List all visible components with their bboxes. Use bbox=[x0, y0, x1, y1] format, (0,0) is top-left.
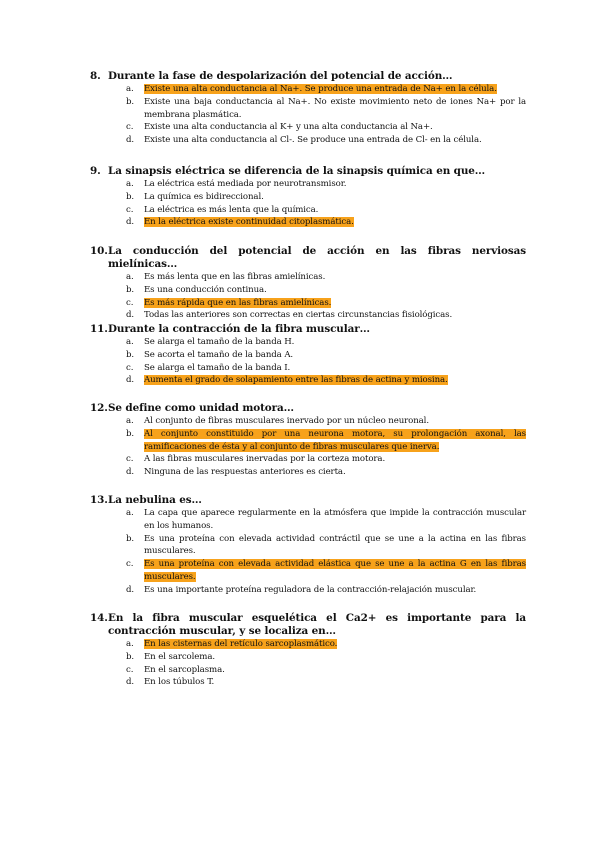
option-a bbox=[126, 336, 526, 349]
option-text: A las fibras musculares inervadas por la corteza motora. bbox=[144, 454, 386, 465]
option-b bbox=[126, 96, 526, 122]
option-c bbox=[126, 664, 526, 677]
option-letter: a. bbox=[126, 508, 134, 518]
question-number: 13. bbox=[90, 494, 108, 506]
question-text: La conducción del potencial de acción en las fibras nerviosas mielínicas… bbox=[108, 245, 526, 270]
option-b bbox=[126, 651, 526, 664]
option-letter: b. bbox=[126, 191, 135, 202]
option-d bbox=[126, 374, 526, 387]
option-letter: c. bbox=[126, 559, 134, 570]
question-title bbox=[90, 245, 526, 271]
option-a bbox=[126, 638, 526, 651]
option-text-highlighted: Aumenta el grado de solapamiento entre las fibras de actina y miosina. bbox=[144, 375, 448, 386]
option-letter: b. bbox=[126, 96, 135, 107]
question-text: La nebulina es… bbox=[108, 494, 202, 506]
question-title bbox=[90, 70, 526, 83]
option-letter: b. bbox=[126, 651, 135, 662]
question-text: Durante la fase de despolarización del potencial de acción… bbox=[108, 70, 453, 82]
option-list bbox=[90, 83, 526, 147]
option-c bbox=[126, 121, 526, 134]
option-list bbox=[90, 336, 526, 387]
question-8 bbox=[90, 70, 526, 147]
question-text: La sinapsis eléctrica se diferencia de la sinapsis química en que… bbox=[108, 165, 486, 177]
option-text: Existe una baja conductancia al Na+. No existe movimiento neto de iones Na+ por la membrana plasmática. bbox=[144, 96, 526, 120]
option-text: Existe una alta conductancia al K+ y una alta conductancia al Na+. bbox=[144, 122, 433, 133]
option-text: Se alarga el tamaño de la banda I. bbox=[144, 362, 291, 373]
option-letter: c. bbox=[126, 664, 134, 675]
option-letter: b. bbox=[126, 349, 135, 360]
question-title bbox=[90, 323, 526, 336]
option-text: Existe una alta conductancia al Cl-. Se produce una entrada de Cl- en la célula. bbox=[144, 135, 482, 146]
option-text: Es más lenta que en las fibras amielínicas. bbox=[144, 272, 326, 282]
option-d bbox=[126, 466, 526, 479]
question-10 bbox=[90, 245, 526, 322]
option-text: Al conjunto de fibras musculares inervado por un núcleo neuronal. bbox=[144, 416, 429, 426]
option-c bbox=[126, 453, 526, 466]
option-text-highlighted: En las cisternas del retículo sarcoplasmático. bbox=[144, 639, 338, 649]
option-letter: d. bbox=[126, 375, 135, 386]
option-text: La capa que aparece regularmente en la atmósfera que impide la contracción muscular en los humanos. bbox=[144, 508, 526, 531]
question-text: En la fibra muscular esquelética el Ca2+ es importante para la contracción muscular, y se localiza en… bbox=[108, 612, 526, 637]
option-letter: c. bbox=[126, 362, 134, 373]
option-letter: d. bbox=[126, 467, 135, 478]
option-text-highlighted: Es una proteína con elevada actividad elástica que se une a la actina G en las fibras musculares. bbox=[144, 559, 526, 582]
option-text: La eléctrica es más lenta que la química. bbox=[144, 204, 319, 215]
option-text: En el sarcolema. bbox=[144, 651, 215, 662]
option-letter: a. bbox=[126, 179, 134, 189]
option-list bbox=[90, 271, 526, 322]
option-letter: b. bbox=[126, 428, 135, 439]
option-b bbox=[126, 349, 526, 362]
option-letter: a. bbox=[126, 272, 134, 282]
option-list bbox=[90, 507, 526, 597]
option-b bbox=[126, 191, 526, 204]
option-d bbox=[126, 676, 526, 689]
option-text: La química es bidireccional. bbox=[144, 191, 264, 202]
option-letter: d. bbox=[126, 310, 135, 321]
option-letter: d. bbox=[126, 217, 135, 228]
option-text: Es una proteína con elevada actividad contráctil que se une a la actina en las fibras musculares. bbox=[144, 533, 526, 557]
question-text: Durante la contracción de la fibra muscular… bbox=[108, 323, 370, 335]
option-letter: c. bbox=[126, 297, 134, 308]
question-title bbox=[90, 612, 526, 638]
option-d bbox=[126, 309, 526, 322]
option-text: Se alarga el tamaño de la banda H. bbox=[144, 337, 295, 347]
option-letter: a. bbox=[126, 337, 134, 347]
option-letter: b. bbox=[126, 533, 135, 544]
question-number: 9. bbox=[90, 165, 101, 177]
question-14 bbox=[90, 612, 526, 689]
option-text: Se acorta el tamaño de la banda A. bbox=[144, 349, 294, 360]
option-text: La eléctrica está mediada por neurotransmisor. bbox=[144, 179, 347, 189]
question-number: 8. bbox=[90, 70, 101, 82]
option-text: Todas las anteriores son correctas en ciertas circunstancias fisiológicas. bbox=[144, 310, 453, 321]
option-letter: d. bbox=[126, 135, 135, 146]
option-d bbox=[126, 216, 526, 229]
option-text: Es una importante proteína reguladora de la contracción-relajación muscular. bbox=[144, 584, 477, 595]
option-b bbox=[126, 284, 526, 297]
option-letter: c. bbox=[126, 454, 134, 465]
option-a bbox=[126, 415, 526, 428]
question-number: 11. bbox=[90, 323, 108, 335]
option-d bbox=[126, 134, 526, 147]
option-letter: d. bbox=[126, 584, 135, 595]
question-title bbox=[90, 402, 526, 415]
option-a bbox=[126, 178, 526, 191]
option-c bbox=[126, 297, 526, 310]
question-title bbox=[90, 494, 526, 507]
option-text-highlighted: Al conjunto constituido por una neurona motora, su prolongación axonal, las ramificaciones de ésta y al conjunto de fibras musculares que inerva. bbox=[144, 428, 526, 452]
question-11 bbox=[90, 323, 526, 387]
option-text: Ninguna de las respuestas anteriores es cierta. bbox=[144, 467, 346, 478]
option-a bbox=[126, 83, 526, 96]
option-letter: a. bbox=[126, 84, 134, 94]
option-a bbox=[126, 507, 526, 533]
question-9 bbox=[90, 165, 526, 229]
option-list bbox=[90, 638, 526, 689]
option-text-highlighted: En la eléctrica existe continuidad citoplasmática. bbox=[144, 217, 354, 228]
option-letter: c. bbox=[126, 122, 134, 133]
option-b bbox=[126, 533, 526, 559]
option-list bbox=[90, 178, 526, 229]
option-text: En el sarcoplasma. bbox=[144, 664, 225, 675]
question-number: 14. bbox=[90, 612, 108, 624]
question-number: 12. bbox=[90, 402, 108, 414]
question-13 bbox=[90, 494, 526, 597]
option-c bbox=[126, 362, 526, 375]
question-text: Se define como unidad motora… bbox=[108, 402, 294, 414]
option-list bbox=[90, 415, 526, 479]
option-c bbox=[126, 558, 526, 584]
option-text-highlighted: Es más rápida que en las fibras amielínicas. bbox=[144, 297, 332, 308]
option-text: En los túbulos T. bbox=[144, 677, 215, 688]
option-letter: d. bbox=[126, 677, 135, 688]
option-letter: a. bbox=[126, 416, 134, 426]
question-title bbox=[90, 165, 526, 178]
option-d bbox=[126, 584, 526, 597]
option-letter: c. bbox=[126, 204, 134, 215]
option-b bbox=[126, 428, 526, 454]
question-number: 10. bbox=[90, 245, 108, 257]
option-a bbox=[126, 271, 526, 284]
option-letter: a. bbox=[126, 639, 134, 649]
option-letter: b. bbox=[126, 284, 135, 295]
option-text-highlighted: Existe una alta conductancia al Na+. Se produce una entrada de Na+ en la célula. bbox=[144, 84, 497, 94]
option-text: Es una conducción continua. bbox=[144, 284, 267, 295]
question-12 bbox=[90, 402, 526, 479]
option-c bbox=[126, 204, 526, 217]
